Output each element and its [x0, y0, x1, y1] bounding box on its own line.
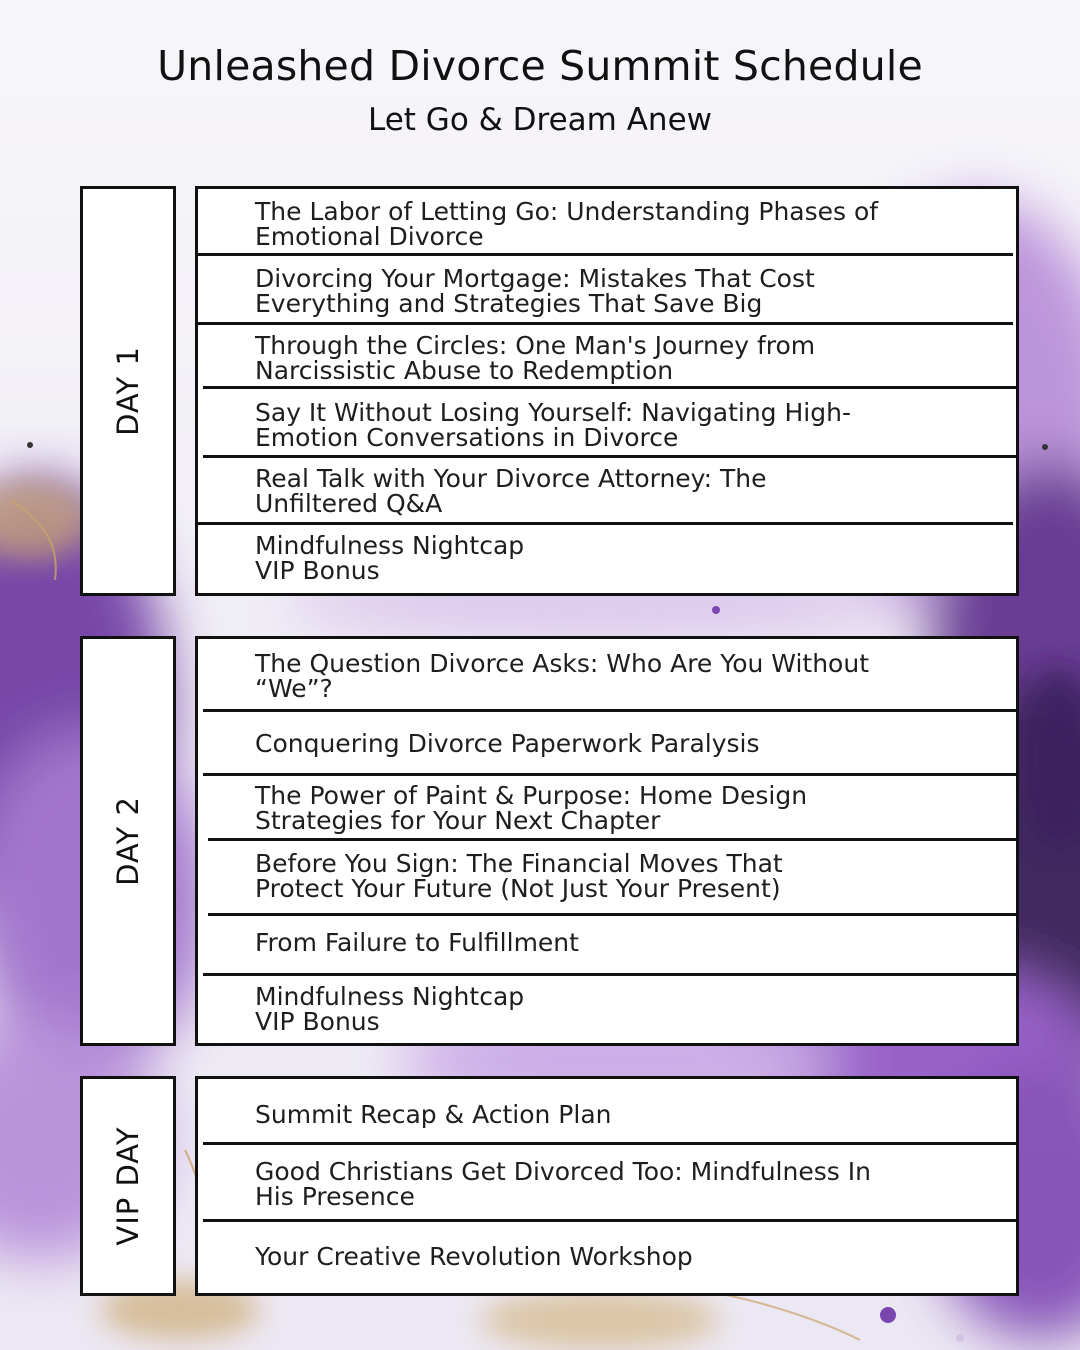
row-divider — [208, 838, 1018, 841]
row-divider — [203, 1219, 1018, 1222]
session-title: Conquering Divorce Paperwork Paralysis — [255, 728, 760, 758]
row-divider — [203, 1142, 1018, 1145]
session-row — [198, 1149, 1016, 1219]
session-title: Your Creative Revolution Workshop — [255, 1241, 693, 1271]
session-row — [198, 461, 1016, 521]
session-row — [198, 528, 1016, 588]
session-row — [198, 918, 1016, 966]
day-2-label: DAY 2 — [111, 796, 145, 886]
session-row — [198, 328, 1016, 388]
session-row — [198, 1085, 1016, 1143]
row-divider — [203, 709, 1018, 712]
session-title: Good Christians Get Divorced Too: Mindfulness In His Presence — [255, 1157, 871, 1211]
session-row — [198, 395, 1016, 455]
row-divider — [208, 913, 1018, 916]
session-row — [198, 779, 1016, 837]
session-title: The Question Divorce Asks: Who Are You Without “We”? — [255, 649, 870, 703]
row-divider — [203, 773, 1018, 776]
day-1-label: DAY 1 — [111, 346, 145, 436]
session-title: Mindfulness Nightcap VIP Bonus — [255, 982, 525, 1036]
session-row — [198, 195, 1016, 253]
row-divider — [203, 455, 1018, 458]
session-title: Say It Without Losing Yourself: Navigating High- Emotion Conversations in Divorce — [255, 398, 851, 452]
page-subtitle: Let Go & Dream Anew — [367, 102, 712, 138]
session-row — [198, 261, 1016, 321]
session-title: Mindfulness Nightcap VIP Bonus — [255, 531, 525, 585]
vip-day-label: VIP DAY — [111, 1126, 145, 1246]
row-divider — [198, 253, 1013, 256]
day-1-label-box — [80, 186, 176, 596]
vip-day-label-box — [80, 1076, 176, 1296]
session-title: The Labor of Letting Go: Understanding Phases of Emotional Divorce — [255, 197, 879, 251]
session-title: Real Talk with Your Divorce Attorney: The Unfiltered Q&A — [255, 464, 767, 518]
session-row — [198, 645, 1016, 707]
vip-day-sessions — [195, 1076, 1019, 1296]
session-title: Before You Sign: The Financial Moves That Protect Your Future (Not Just Your Present) — [255, 849, 783, 903]
row-divider — [203, 973, 1018, 976]
row-divider — [198, 322, 1013, 325]
session-title: Summit Recap & Action Plan — [255, 1099, 612, 1129]
session-row — [198, 978, 1016, 1040]
session-title: The Power of Paint & Purpose: Home Design Strategies for Your Next Chapter — [255, 781, 808, 835]
page-title: Unleashed Divorce Summit Schedule — [157, 42, 923, 90]
session-title: From Failure to Fulfillment — [255, 927, 579, 957]
session-row — [198, 843, 1016, 909]
session-title: Through the Circles: One Man's Journey from Narcissistic Abuse to Redemption — [255, 331, 816, 385]
day-1-sessions — [195, 186, 1019, 596]
session-row — [198, 715, 1016, 771]
day-2-sessions — [195, 636, 1019, 1046]
day-2-label-box — [80, 636, 176, 1046]
session-row — [198, 1225, 1016, 1287]
row-divider — [198, 522, 1013, 525]
row-divider — [203, 386, 1018, 389]
session-title: Divorcing Your Mortgage: Mistakes That Cost Everything and Strategies That Save Big — [255, 264, 815, 318]
